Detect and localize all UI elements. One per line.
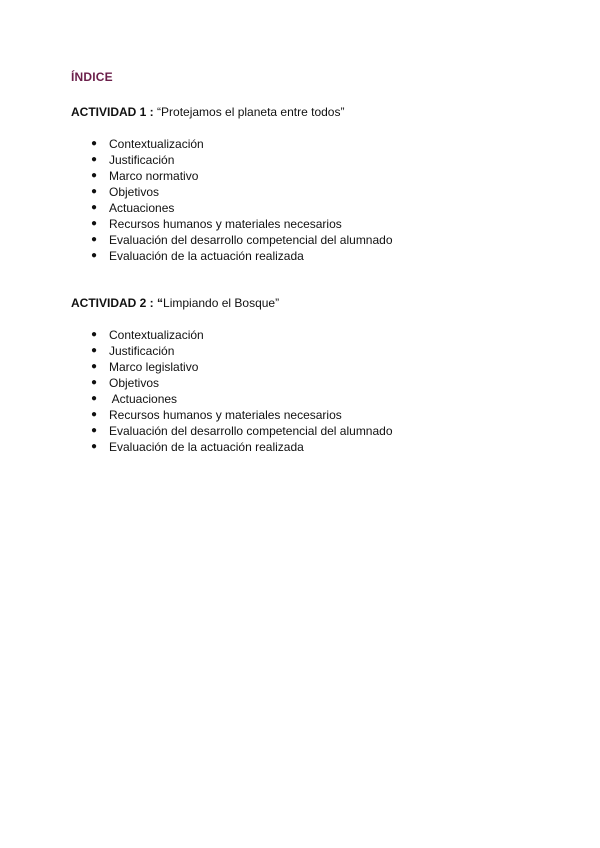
activity-2-heading [71,295,279,311]
list-item-text: Justificación [109,153,175,167]
activity-1-quote-open: “ [153,105,162,119]
list-item-text: Actuaciones [109,201,175,215]
bullet-icon: ● [90,154,98,165]
list-item-text: Evaluación de la actuación realizada [109,249,304,263]
activity-2-label: ACTIVIDAD 2 : [71,296,154,310]
list-item-text: Evaluación del desarrollo competencial del alumnado [109,424,393,438]
index-title: ÍNDICE [71,70,113,84]
activity-2-name: Limpiando el Bosque” [163,296,280,310]
list-item-text: Recursos humanos y materiales necesarios [109,408,342,422]
bullet-icon: ● [90,234,98,245]
list-item-text: Justificación [109,344,175,358]
bullet-icon: ● [90,202,98,213]
bullet-icon: ● [90,345,98,356]
bullet-icon: ● [90,329,98,340]
bullet-icon: ● [90,170,98,181]
list-item-text: Actuaciones [109,392,178,406]
bullet-icon: ● [90,186,98,197]
bullet-icon: ● [90,393,98,404]
bullet-icon: ● [90,138,98,149]
bullet-icon: ● [90,218,98,229]
activity-2-quote-open: “ [153,296,164,310]
activity-1-section [71,104,393,263]
list-item-text: Evaluación del desarrollo competencial del alumnado [109,233,393,247]
bullet-icon: ● [90,441,98,452]
bullet-icon: ● [90,409,98,420]
bullet-icon: ● [90,250,98,261]
activity-2-section [71,295,393,454]
list-item-text: Contextualización [109,137,204,151]
bullet-icon: ● [90,377,98,388]
list-item-text: Evaluación de la actuación realizada [109,440,304,454]
bullet-icon: ● [90,425,98,436]
activity-1-name: Protejamos el planeta entre todos” [161,105,345,119]
bullet-icon: ● [90,361,98,372]
list-item-text: Contextualización [109,328,204,342]
list-item-text: Recursos humanos y materiales necesarios [109,217,342,231]
list-item-text: Objetivos [109,376,160,390]
activity-1-heading [71,104,344,120]
list-item-text: Marco legislativo [109,360,199,374]
activity-1-label: ACTIVIDAD 1 : [71,105,154,119]
list-item-text: Marco normativo [109,169,199,183]
list-item-text: Objetivos [109,185,160,199]
